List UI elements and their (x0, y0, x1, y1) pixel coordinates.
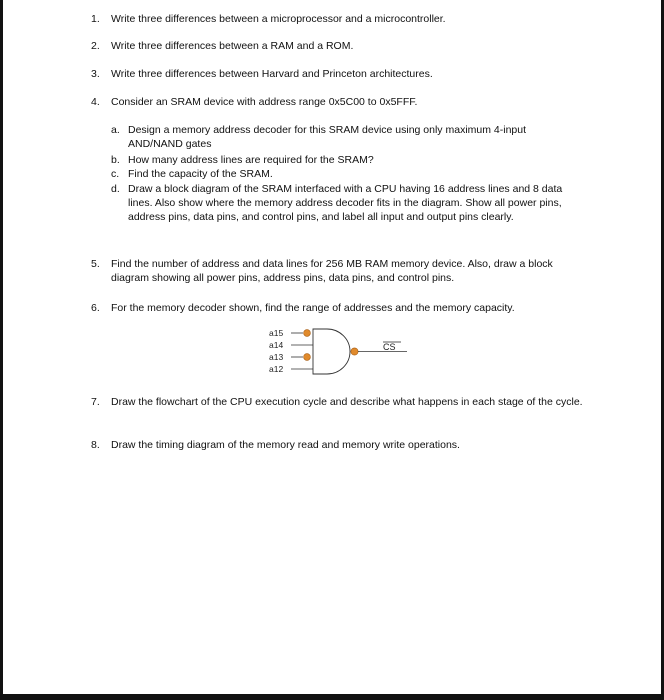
part-label: a. (111, 124, 120, 136)
question-number: 8. (91, 439, 100, 451)
question-number: 7. (91, 396, 100, 408)
question-text: For the memory decoder shown, find the range of addresses and the memory capacity. (111, 302, 515, 314)
input-label-a14: a14 (269, 340, 284, 350)
question-number: 3. (91, 68, 100, 80)
question-text: Draw the timing diagram of the memory read and memory write operations. (111, 439, 460, 451)
question-number: 4. (91, 96, 100, 108)
part-label: b. (111, 154, 120, 166)
and-gate-shape (313, 329, 350, 374)
question-text: Find the number of address and data lines for 256 MB RAM memory device. Also, draw a block diagram showing all power pins, address pins, data pins, and control pins. (111, 258, 553, 284)
part-text: Design a memory address decoder for this SRAM device using only maximum 4-input AND/NAND gates (128, 124, 527, 150)
part-label: c. (111, 168, 120, 180)
bottom-border (0, 694, 664, 700)
question-text: Consider an SRAM device with address range 0x5C00 to 0x5FFF. (111, 96, 418, 108)
question-number: 2. (91, 40, 100, 52)
chip-select-label: CS (383, 342, 396, 352)
part-label: d. (111, 183, 120, 195)
part-text: Find the capacity of the SRAM. (128, 168, 273, 180)
memory-decoder-diagram (265, 326, 425, 382)
input-label-a15: a15 (269, 328, 284, 338)
question-number: 5. (91, 258, 100, 270)
input-label-a12: a12 (269, 364, 284, 374)
input-label-a13: a13 (269, 352, 284, 362)
question-text: Draw the flowchart of the CPU execution cycle and describe what happens in each stage of the cycle. (111, 396, 583, 408)
question-number: 6. (91, 302, 100, 314)
part-text: How many address lines are required for the SRAM? (128, 154, 374, 166)
part-text: Draw a block diagram of the SRAM interfaced with a CPU having 16 address lines and 8 data lines. Also show where the memory address decoder fits in the diagram. Show all power pins, address pins, data pins, and control pins, and label all input and output pins clearly. (128, 183, 563, 223)
output-inverter-bubble (351, 348, 358, 355)
inverter-bubble-a13 (304, 354, 311, 361)
question-text: Write three differences between a microprocessor and a microcontroller. (111, 13, 446, 25)
question-text: Write three differences between Harvard and Princeton architectures. (111, 68, 433, 80)
question-text: Write three differences between a RAM and a ROM. (111, 40, 354, 52)
question-number: 1. (91, 13, 100, 25)
inverter-bubble-a15 (304, 330, 311, 337)
